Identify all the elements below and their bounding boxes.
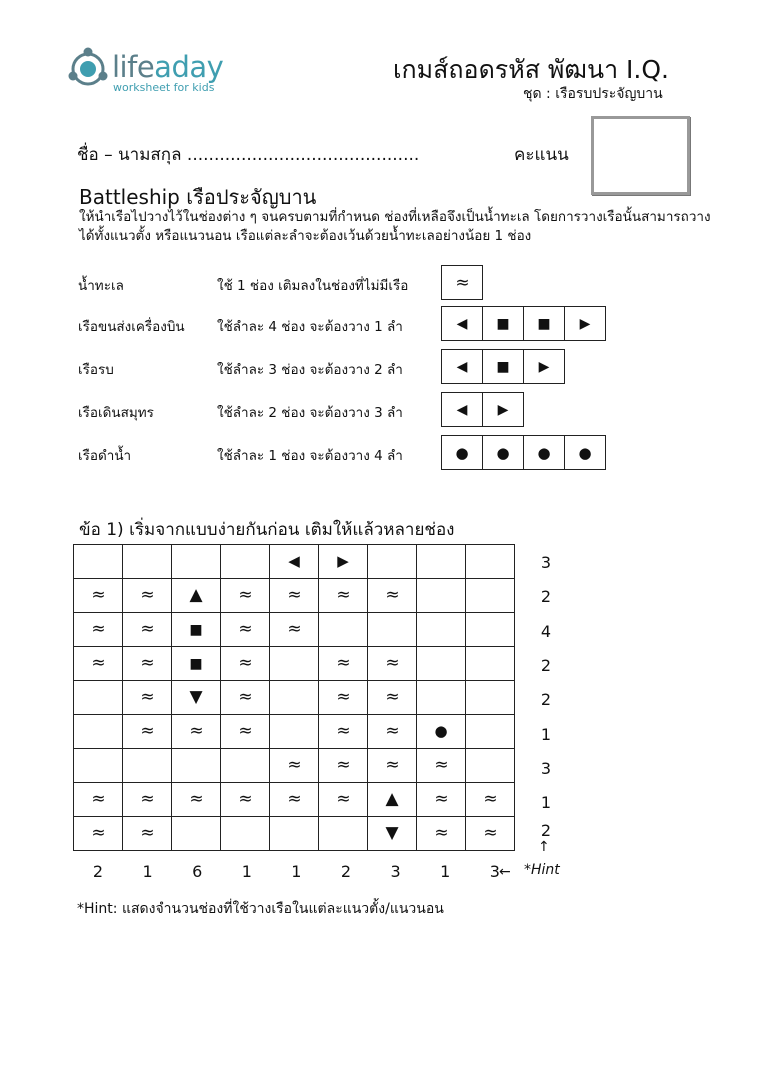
grid-cell[interactable]: [368, 545, 417, 579]
grid-cell[interactable]: [466, 681, 515, 715]
grid-cell[interactable]: [221, 749, 270, 783]
water-icon: ≈: [238, 619, 252, 639]
water-icon: ≈: [287, 789, 301, 809]
water-icon: ≈: [336, 687, 350, 707]
water-icon: ≈: [238, 687, 252, 707]
up-arrow-icon: ↑: [538, 839, 550, 855]
legend-cell: [523, 349, 565, 384]
grid-cell: [221, 783, 270, 817]
grid-cell: [319, 545, 368, 579]
legend-cell: [523, 435, 565, 470]
row-hint: 2: [540, 587, 552, 607]
water-icon: ≈: [385, 653, 399, 673]
water-icon: ≈: [140, 721, 154, 741]
grid-cell[interactable]: [417, 579, 466, 613]
legend-description: ใช้ลำละ 1 ช่อง จะต้องวาง 4 ลำ: [217, 448, 403, 464]
grid-cell[interactable]: [74, 545, 123, 579]
grid-cell: [368, 579, 417, 613]
grid-cell[interactable]: [417, 647, 466, 681]
ship-right-end-icon: ▶: [337, 552, 349, 570]
submarine-icon: ●: [434, 722, 448, 740]
grid-cell[interactable]: [172, 749, 221, 783]
grid-cell: [417, 715, 466, 749]
ship-bottom-end-icon: ▼: [385, 823, 399, 843]
water-icon: ≈: [238, 653, 252, 673]
water-icon: ≈: [91, 585, 105, 605]
question-title: ข้อ 1) เริ่มจากแบบง่ายกันก่อน เติมให้แล้วหลายช่อง: [79, 520, 455, 540]
legend-name: น้ำทะเล: [78, 278, 124, 294]
grid-cell: [319, 749, 368, 783]
logo-tagline: worksheet for kids: [113, 81, 215, 94]
grid-cell[interactable]: [319, 817, 368, 851]
logo-word-life: life: [112, 50, 155, 84]
grid-cell: [221, 715, 270, 749]
grid-cell: [270, 545, 319, 579]
grid-cell: [319, 681, 368, 715]
water-icon: ≈: [91, 823, 105, 843]
water-icon: ≈: [336, 789, 350, 809]
grid-cell: [172, 579, 221, 613]
column-hint: 2: [92, 862, 104, 881]
grid-cell: [368, 749, 417, 783]
ship-bottom-end-icon: ▼: [189, 687, 203, 707]
legend-name: เรือรบ: [78, 362, 114, 378]
legend-description: ใช้ลำละ 3 ช่อง จะต้องวาง 2 ลำ: [217, 362, 403, 378]
grid-cell[interactable]: [172, 545, 221, 579]
ship-top-end-icon: ▲: [189, 585, 203, 605]
grid-row: [74, 817, 515, 851]
water-icon: ≈: [287, 755, 301, 775]
row-hint: 1: [540, 793, 552, 813]
grid-cell: [74, 783, 123, 817]
legend-cell: [441, 392, 483, 427]
water-icon: ≈: [455, 272, 469, 293]
ship-middle-icon: ■: [189, 656, 203, 672]
grid-cell[interactable]: [466, 715, 515, 749]
hint-label: *Hint: [524, 862, 560, 878]
grid-row: [74, 647, 515, 681]
submarine-icon: ●: [496, 443, 510, 462]
hint-note: *Hint: แสดงจำนวนช่องที่ใช้วางเรือในแต่ละแนวตั้ง/แนวนอน: [77, 901, 444, 917]
grid-cell: [466, 817, 515, 851]
water-icon: ≈: [140, 687, 154, 707]
water-icon: ≈: [385, 755, 399, 775]
ship-middle-icon: ■: [496, 315, 510, 332]
grid-cell[interactable]: [417, 613, 466, 647]
water-icon: ≈: [483, 823, 497, 843]
water-icon: ≈: [434, 823, 448, 843]
water-icon: ≈: [238, 721, 252, 741]
grid-cell[interactable]: [466, 545, 515, 579]
row-hint: 4: [540, 621, 552, 641]
legend-cell: [441, 306, 483, 341]
ship-top-end-icon: ▲: [385, 789, 399, 809]
water-icon: ≈: [336, 653, 350, 673]
ship-right-end-icon: ▶: [538, 358, 550, 375]
grid-cell[interactable]: [466, 749, 515, 783]
logo-icon: [66, 46, 110, 92]
grid-cell: [172, 783, 221, 817]
grid-cell: [319, 579, 368, 613]
grid-cell: [368, 647, 417, 681]
water-icon: ≈: [385, 687, 399, 707]
grid-cell: [221, 681, 270, 715]
grid-cell[interactable]: [270, 681, 319, 715]
grid-cell: [74, 647, 123, 681]
grid-cell: [74, 613, 123, 647]
grid-cell[interactable]: [74, 681, 123, 715]
legend-cells: [441, 349, 565, 384]
set-label: ชุด : เรือรบประจัญบาน: [523, 86, 663, 102]
score-box[interactable]: [591, 116, 690, 195]
submarine-icon: ●: [537, 443, 551, 462]
legend-cell: [564, 306, 606, 341]
left-arrow-icon: ←: [499, 864, 511, 880]
water-icon: ≈: [140, 653, 154, 673]
grid-cell: [123, 783, 172, 817]
legend-cell: [482, 392, 524, 427]
grid-row: [74, 579, 515, 613]
grid-cell: [221, 579, 270, 613]
row-hint: 1: [540, 724, 552, 744]
grid-cell: [319, 783, 368, 817]
water-icon: ≈: [238, 789, 252, 809]
ship-left-end-icon: ◀: [456, 358, 468, 375]
grid-cell[interactable]: [123, 545, 172, 579]
water-icon: ≈: [91, 619, 105, 639]
grid-cell[interactable]: [466, 647, 515, 681]
grid-row: [74, 545, 515, 579]
column-hint: 1: [142, 862, 153, 881]
column-hint: 1: [241, 862, 252, 881]
grid-cell[interactable]: [221, 817, 270, 851]
grid-cell[interactable]: [417, 545, 466, 579]
ship-middle-icon: ■: [496, 358, 510, 375]
grid-cell[interactable]: [221, 545, 270, 579]
grid-cell: [368, 681, 417, 715]
grid-cell: [172, 647, 221, 681]
grid-cell[interactable]: [466, 579, 515, 613]
grid-row: [74, 613, 515, 647]
water-icon: ≈: [238, 585, 252, 605]
water-icon: ≈: [287, 585, 301, 605]
grid-cell[interactable]: [123, 749, 172, 783]
column-hint: 3: [489, 862, 500, 881]
grid-cell[interactable]: [319, 613, 368, 647]
grid-cell: [123, 613, 172, 647]
legend-name: เรือเดินสมุทร: [78, 405, 154, 421]
water-icon: ≈: [385, 721, 399, 741]
legend-description: ใช้ลำละ 4 ช่อง จะต้องวาง 1 ลำ: [217, 319, 403, 335]
grid-cell: [417, 749, 466, 783]
grid-cell: [172, 613, 221, 647]
instruction-text: ให้นำเรือไปวางไว้ในช่องต่าง ๆ จนครบตามที่กำหนด ช่องที่เหลือจึงเป็นน้ำทะเล โดยการวางเรือนั้นสามารถวางได้ทั้งแนวตั้ง หรือแนวนอน เรือแต่ละลำจะต้องเว้นด้วยน้ำทะเลอย่างน้อย 1 ช่อง: [79, 209, 711, 244]
grid-cell[interactable]: [466, 613, 515, 647]
grid-cell: [123, 817, 172, 851]
water-icon: ≈: [434, 789, 448, 809]
ship-left-end-icon: ◀: [456, 401, 468, 418]
water-icon: ≈: [336, 721, 350, 741]
grid-row: [74, 749, 515, 783]
submarine-icon: ●: [455, 443, 469, 462]
row-hint: 2: [540, 690, 552, 710]
ship-right-end-icon: ▶: [497, 401, 509, 418]
grid-cell: [417, 783, 466, 817]
water-icon: ≈: [140, 823, 154, 843]
grid-cell: [123, 579, 172, 613]
ship-right-end-icon: ▶: [579, 315, 591, 332]
column-hint: 1: [291, 862, 302, 881]
ship-middle-icon: ■: [189, 622, 203, 638]
puzzle-grid: [73, 544, 515, 851]
row-hint: 2: [540, 655, 552, 675]
legend-cells: [441, 265, 483, 300]
row-hint: 3: [540, 758, 552, 778]
column-hint: 1: [440, 862, 451, 881]
grid-cell: [270, 579, 319, 613]
water-icon: ≈: [385, 585, 399, 605]
column-hint: 6: [192, 862, 203, 881]
submarine-icon: ●: [578, 443, 592, 462]
water-icon: ≈: [287, 619, 301, 639]
grid-cell: [123, 681, 172, 715]
legend-cells: [441, 306, 606, 341]
column-hint: 3: [390, 862, 401, 881]
water-icon: ≈: [91, 653, 105, 673]
grid-cell: [123, 647, 172, 681]
logo-word-aday: aday: [154, 50, 224, 84]
water-icon: ≈: [140, 585, 154, 605]
water-icon: ≈: [140, 619, 154, 639]
section-title: Battleship เรือประจัญบาน: [79, 185, 317, 209]
grid-cell: [368, 715, 417, 749]
legend-cell: [482, 349, 524, 384]
grid-cell: [221, 647, 270, 681]
grid-cell[interactable]: [74, 749, 123, 783]
legend-cell: [482, 435, 524, 470]
grid-row: [74, 783, 515, 817]
grid-cell: [270, 783, 319, 817]
score-label: คะแนน: [514, 145, 569, 165]
grid-cell: [319, 715, 368, 749]
water-icon: ≈: [336, 585, 350, 605]
water-icon: ≈: [434, 755, 448, 775]
ship-middle-icon: ■: [537, 315, 551, 332]
legend-cell: [523, 306, 565, 341]
grid-cell: [417, 817, 466, 851]
grid-row: [74, 681, 515, 715]
legend-description: ใช้ลำละ 2 ช่อง จะต้องวาง 3 ลำ: [217, 405, 403, 421]
grid-cell: [123, 715, 172, 749]
legend-cell: [441, 349, 483, 384]
water-icon: ≈: [91, 789, 105, 809]
grid-cell: [368, 783, 417, 817]
row-hint: 2: [540, 821, 552, 841]
page-title: เกมส์ถอดรหัส พัฒนา I.Q.: [393, 55, 670, 84]
grid-cell[interactable]: [172, 817, 221, 851]
legend-cell: [482, 306, 524, 341]
grid-cell: [270, 613, 319, 647]
legend-cells: [441, 435, 606, 470]
logo-wordmark: [112, 50, 223, 84]
row-hint: 3: [540, 553, 552, 572]
grid-cell: [74, 817, 123, 851]
name-field[interactable]: ชื่อ – นามสกุล ...........................................: [77, 145, 420, 165]
grid-cell: [270, 749, 319, 783]
ship-left-end-icon: ◀: [456, 315, 468, 332]
grid-cell[interactable]: [270, 817, 319, 851]
water-icon: ≈: [483, 789, 497, 809]
column-hint: 2: [340, 862, 352, 881]
grid-cell: [172, 715, 221, 749]
grid-cell[interactable]: [368, 613, 417, 647]
legend-name: เรือดำน้ำ: [78, 448, 132, 464]
water-icon: ≈: [140, 789, 154, 809]
grid-cell[interactable]: [74, 715, 123, 749]
grid-row: [74, 715, 515, 749]
water-icon: ≈: [189, 721, 203, 741]
water-icon: ≈: [189, 789, 203, 809]
ship-left-end-icon: ◀: [288, 552, 300, 570]
grid-cell[interactable]: [417, 681, 466, 715]
grid-cell: [221, 613, 270, 647]
grid-cell: [466, 783, 515, 817]
legend-cell: [564, 435, 606, 470]
grid-cell: [172, 681, 221, 715]
grid-cell: [319, 647, 368, 681]
legend-name: เรือขนส่งเครื่องบิน: [78, 319, 185, 335]
legend-cell: [441, 435, 483, 470]
legend-cells: [441, 392, 524, 427]
legend-description: ใช้ 1 ช่อง เติมลงในช่องที่ไม่มีเรือ: [217, 278, 409, 294]
water-icon: ≈: [336, 755, 350, 775]
legend-cell: [441, 265, 483, 300]
grid-cell: [368, 817, 417, 851]
grid-cell: [74, 579, 123, 613]
grid-cell[interactable]: [270, 647, 319, 681]
grid-cell[interactable]: [270, 715, 319, 749]
